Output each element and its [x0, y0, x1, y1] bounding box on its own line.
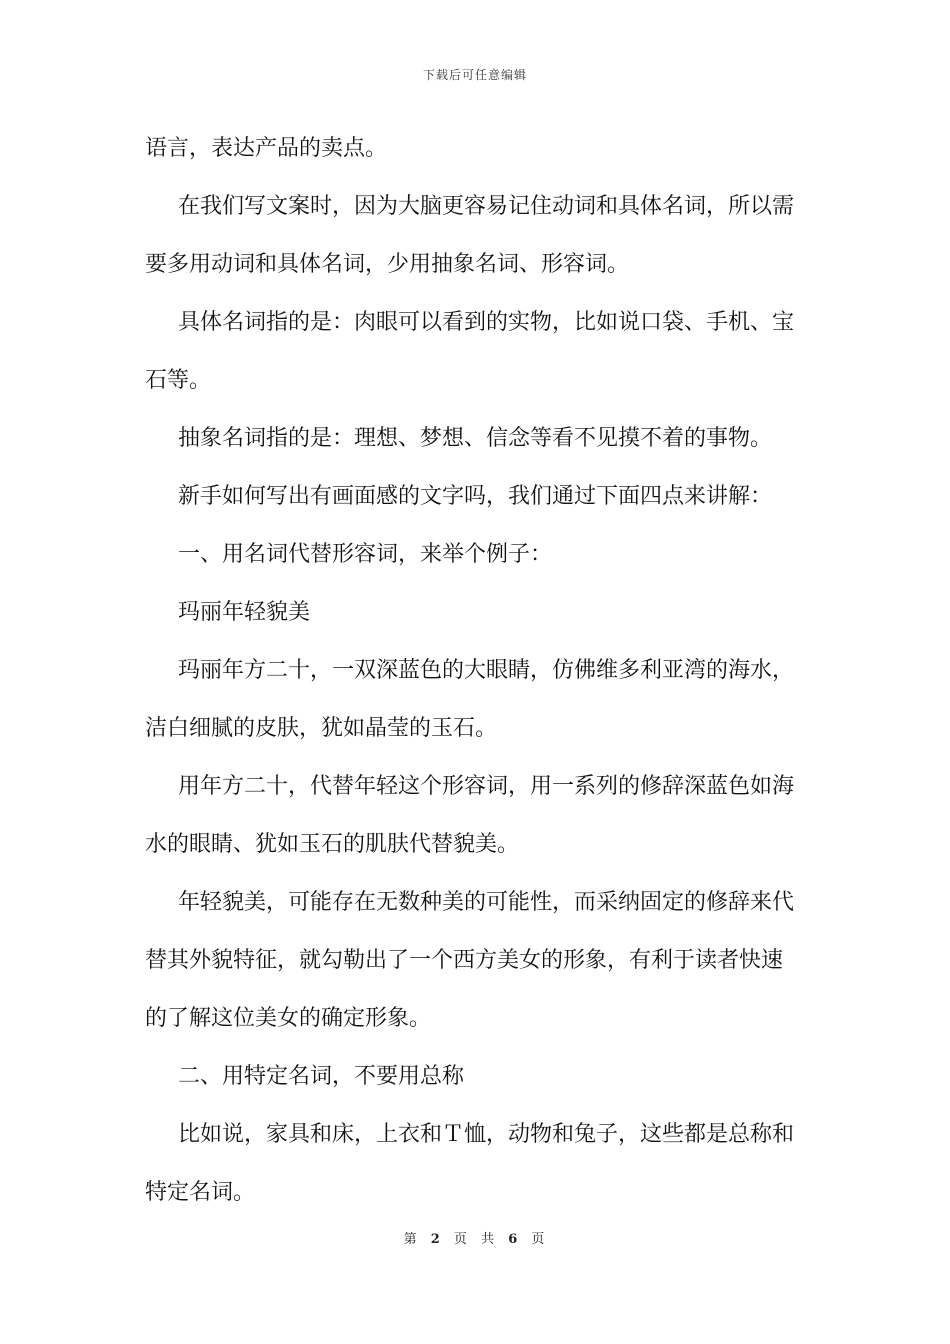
section-heading: 一、用名词代替形容词，来举个例子：: [178, 542, 553, 567]
text-line: 特定名词。: [145, 1180, 256, 1205]
footer-total-label: 共: [481, 1232, 497, 1247]
text-line: 的了解这位美女的确定形象。: [145, 1006, 432, 1031]
footer-prefix: 第: [403, 1232, 419, 1247]
text-line: 洁白细腻的皮肤，犹如晶莹的玉石。: [145, 716, 498, 741]
footer-page-number: 2: [430, 1232, 442, 1247]
paragraph-line: 比如说，家具和床，上衣和Ｔ恤，动物和兔子，这些都是总称和: [178, 1122, 795, 1147]
section-heading: 二、用特定名词，不要用总称: [178, 1064, 465, 1089]
footer-page-label: 页: [453, 1232, 469, 1247]
paragraph-line: 在我们写文案时，因为大脑更容易记住动词和具体名词，所以需: [178, 194, 795, 219]
text-line: 水的眼睛、犹如玉石的肌肤代替貌美。: [145, 832, 520, 857]
paragraph-line: 年轻貌美，可能存在无数种美的可能性，而采纳固定的修辞来代: [178, 890, 795, 915]
paragraph-line: 抽象名词指的是：理想、梦想、信念等看不见摸不着的事物。: [178, 426, 773, 451]
paragraph-line: 用年方二十，代替年轻这个形容词，用一系列的修辞深蓝色如海: [178, 774, 795, 799]
paragraph-line: 玛丽年轻貌美: [178, 600, 311, 625]
page-footer: [0, 1228, 950, 1247]
page-header: 下载后可任意编辑: [422, 68, 527, 82]
paragraph-line: 新手如何写出有画面感的文字吗，我们通过下面四点来讲解：: [178, 484, 773, 509]
text-line: 替其外貌特征，就勾勒出了一个西方美女的形象，有利于读者快速: [145, 948, 784, 973]
text-line: 要多用动词和具体名词，少用抽象名词、形容词。: [145, 252, 630, 277]
paragraph-line: 玛丽年方二十，一双深蓝色的大眼睛，仿佛维多利亚湾的海水，: [178, 658, 795, 683]
text-line: 语言，表达产品的卖点。: [145, 136, 388, 161]
paragraph-line: 具体名词指的是：肉眼可以看到的实物，比如说口袋、手机、宝: [178, 310, 795, 335]
text-line: 石等。: [145, 368, 212, 393]
footer-total-pages: 6: [508, 1232, 520, 1247]
footer-suffix: 页: [531, 1232, 547, 1247]
